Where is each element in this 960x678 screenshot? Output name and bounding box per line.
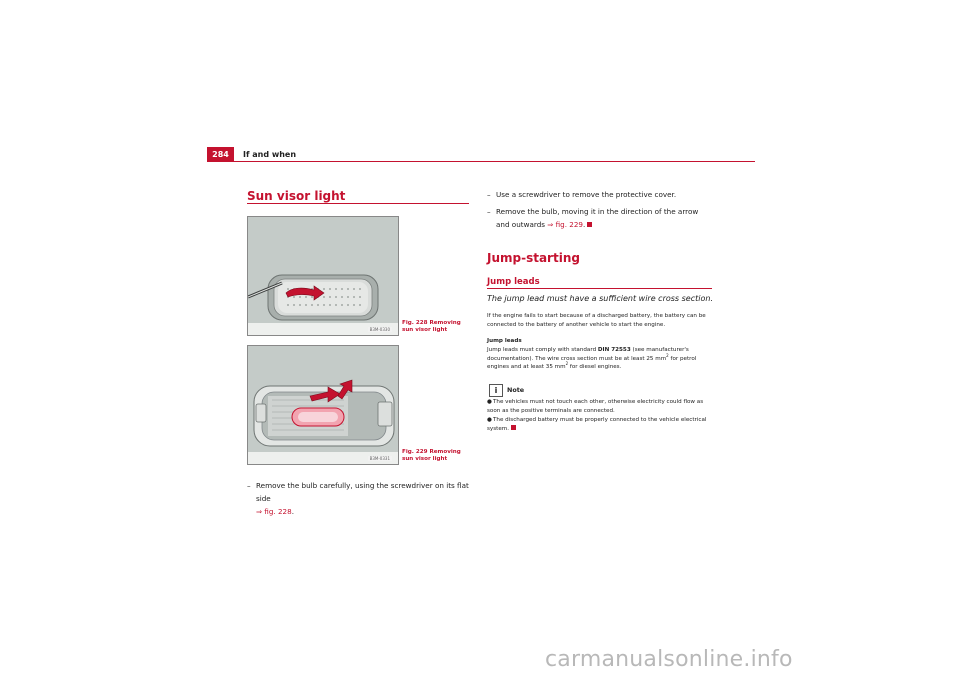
instruction-step-2 [487,188,712,201]
header-rule [207,161,755,162]
step-tail: . [291,507,294,516]
step-dash: – [487,190,491,199]
step-dash: – [247,481,251,490]
note-icon: i [489,384,503,397]
step-tail: . [582,220,586,229]
instruction-step-3 [487,205,712,231]
figure-228 [247,216,399,336]
section-rule [247,203,469,204]
step-text: Remove the bulb carefully, using the screwdriver on its flat side [256,481,469,503]
end-mark-icon [511,425,516,430]
subheading-jump-leads: Jump leads [487,277,540,287]
subsection-rule [487,288,712,289]
figure-228-link[interactable]: ⇒ fig. 228 [256,507,292,516]
note-text: The discharged battery must be properly connected to the vehicle electrical system. [487,417,707,432]
note-item-2 [487,416,713,433]
page-number: 284 [207,147,234,161]
instruction-step-1 [247,479,469,518]
label-jump-leads: Jump leads [487,338,522,344]
note-text: The vehicles must not touch each other, otherwise electricity could flow as soon as the positive terminals are connected. [487,399,704,414]
section-heading-jump-starting: Jump-starting [487,251,580,265]
paragraph-jump-leads: Jump leads must comply with standard DIN 72553 (see manufacturer's documentation). The wire cross section must be at least 25 $mm^2$ for petrol engines and at least 35 $mm^2$ for diesel engines. [487,347,697,371]
din-standard: DIN 72553 [597,347,631,353]
figure-code: B3M-0330 [369,327,390,332]
note-label: Note [507,386,525,394]
paragraph-battery: If the engine fails to start because of a discharged battery, the battery can be connected to the battery of another vehicle to start the engine. [487,313,706,328]
figure-code: B3M-0331 [369,456,390,461]
running-header-title: If and when [243,150,297,159]
figure-229-caption: Fig. 229 Removing sun visor light [402,449,461,462]
end-mark-icon [587,222,592,227]
note-item-1 [487,398,713,415]
figure-229 [247,345,399,465]
step-text: Remove the bulb, moving it in the direction of the arrow and outwards [496,207,699,229]
sun-visor-light-illustration [248,217,398,335]
section-heading-sun-visor: Sun visor light [247,189,346,203]
step-dash: – [487,207,491,216]
bulb-removal-illustration [248,346,398,464]
figure-229-link[interactable]: ⇒ fig. 229 [547,220,583,229]
figure-228-caption: Fig. 228 Removing sun visor light [402,320,461,333]
watermark: carmanualsonline.info [545,647,793,672]
bullet-icon: ● [487,399,492,405]
step-text: Use a screwdriver to remove the protective cover. [496,190,677,199]
bullet-icon: ● [487,417,492,423]
intro-text: The jump lead must have a sufficient wire cross section. [487,294,713,303]
